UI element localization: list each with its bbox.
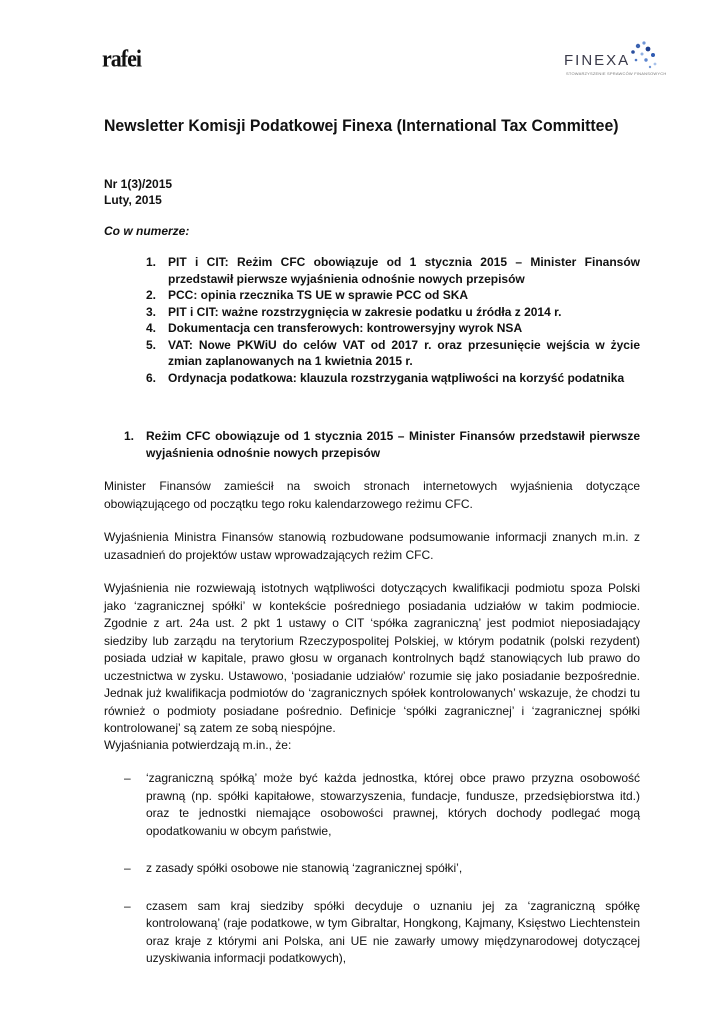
paragraph: Wyjaśniania potwierdzają m.in., że: [104, 738, 292, 752]
section-1-heading: 1. Reżim CFC obowiązuje od 1 stycznia 2015 – Minister Finansów przedstawił pierwsze wyjaśnienia odnośnie nowych przepisów [124, 429, 640, 460]
issue-number: Nr 1(3)/2015 [104, 177, 173, 191]
toc-item: 4. Dokumentacja cen transferowych: kontrowersyjny wyrok NSA [146, 321, 523, 335]
toc-item: 6. Ordynacja podatkowa: klauzula rozstrzygania wątpliwości na korzyść podatnika [146, 370, 625, 385]
table-of-contents [146, 254, 640, 386]
toc-item: 3. PIT i CIT: ważne rozstrzygnięcia w zakresie podatku u źródła z 2014 r. [146, 304, 562, 319]
paragraph: Wyjaśnienia Ministra Finansów stanowią rozbudowane podsumowanie informacji znanych m.in. z uzasadnień do projektów ustaw wprowadzających reżim CFC. [104, 530, 640, 562]
toc-item: 5. VAT: Nowe PKWiU do celów VAT od 2017 r. oraz przesunięcie wejścia w życie zmian zaplanowanych na 1 kwietnia 2015 r. [146, 337, 640, 368]
bullet-list [124, 770, 640, 968]
issue-info [104, 176, 172, 208]
toc-item: 1. PIT i CIT: Reżim CFC obowiązuje od 1 stycznia 2015 – Minister Finansów przedstawił pierwsze wyjaśnienia odnośnie nowych przepisów [146, 255, 640, 286]
finexa-logo-wordmark: FINEXA [564, 52, 631, 69]
rafei-logo: rafei [102, 44, 141, 73]
list-item: – czasem sam kraj siedziby spółki decyduje o uznaniu jej za ‘zagraniczną spółkę kontrolowaną’ (raje podatkowe, w tym Gibraltar, Hongkong, Kajmany, Księstwo Liechtenstein oraz kraje z którymi ani Polska, ani UE nie zawarły umowy międzynarodowej dotyczącej uzyskiwania informacji podatkowych), [124, 898, 640, 965]
toc-item: 2. PCC: opinia rzecznika TS UE w sprawie PCC od SKA [146, 288, 469, 302]
toc-heading: Co w numerze: [104, 224, 190, 238]
finexa-logo [560, 40, 670, 80]
paragraph: Minister Finansów zamieścił na swoich stronach internetowych wyjaśnienia dotyczące obowiązującego od początku tego roku kalendarzowego reżimu CFC. [104, 479, 640, 511]
finexa-logo-tagline: STOWARZYSZENIE SPRAWCÓW FINANSOWYCH [566, 71, 667, 76]
newsletter-title: Newsletter Komisji Podatkowej Finexa (International Tax Committee) [104, 116, 619, 135]
finexa-stars-icon [624, 40, 664, 74]
paragraph: Wyjaśnienia nie rozwiewają istotnych wątpliwości dotyczących kwalifikacji podmiotu spoza Polski jako ‘zagranicznej spółki’ w kontekście pośredniego posiadania udziałów w takim podmiocie. Zgodnie z art. 24a ust. 2 pkt 1 ustawy o CIT ‘spółka zagraniczną’ jest podmiot nieposiadający siedziby lub zarządu na terytorium Rzeczypospolitej Polskiej, w którym podatnik (polski rezydent) posiada udział w kapitale, prawo głosu w organach kontrolnych bądź stanowiących lub prawo do uczestnictwa w zysku. Ustawowo, ‘posiadanie udziałów’ rozumie się jako posiadanie bezpośrednie. Jednak już kwalifikacja podmiotów do ‘zagranicznych spółek kontrolowanych’ wskazuje, że chodzi tu również o podmioty posiadane pośrednio. Definicje ‘spółki zagranicznej’ i ‘zagranicznej spółki kontrolowanej’ są zatem ze sobą niespójne. [104, 581, 640, 735]
issue-date: Luty, 2015 [104, 193, 162, 207]
list-item: – z zasady spółki osobowe nie stanowią ‘zagranicznej spółki’, [124, 861, 463, 875]
list-item: – ‘zagraniczną spółką’ może być każda jednostka, której obce prawo przyzna osobowość prawną (np. spółki kapitałowe, stowarzyszenia, fundacje, fundusze, przedsiębiorstwa itd.) oraz te jednostki niemające osobowości prawnej, których dochody podlegać mogą opodatkowaniu w obcym państwie, [124, 771, 640, 838]
